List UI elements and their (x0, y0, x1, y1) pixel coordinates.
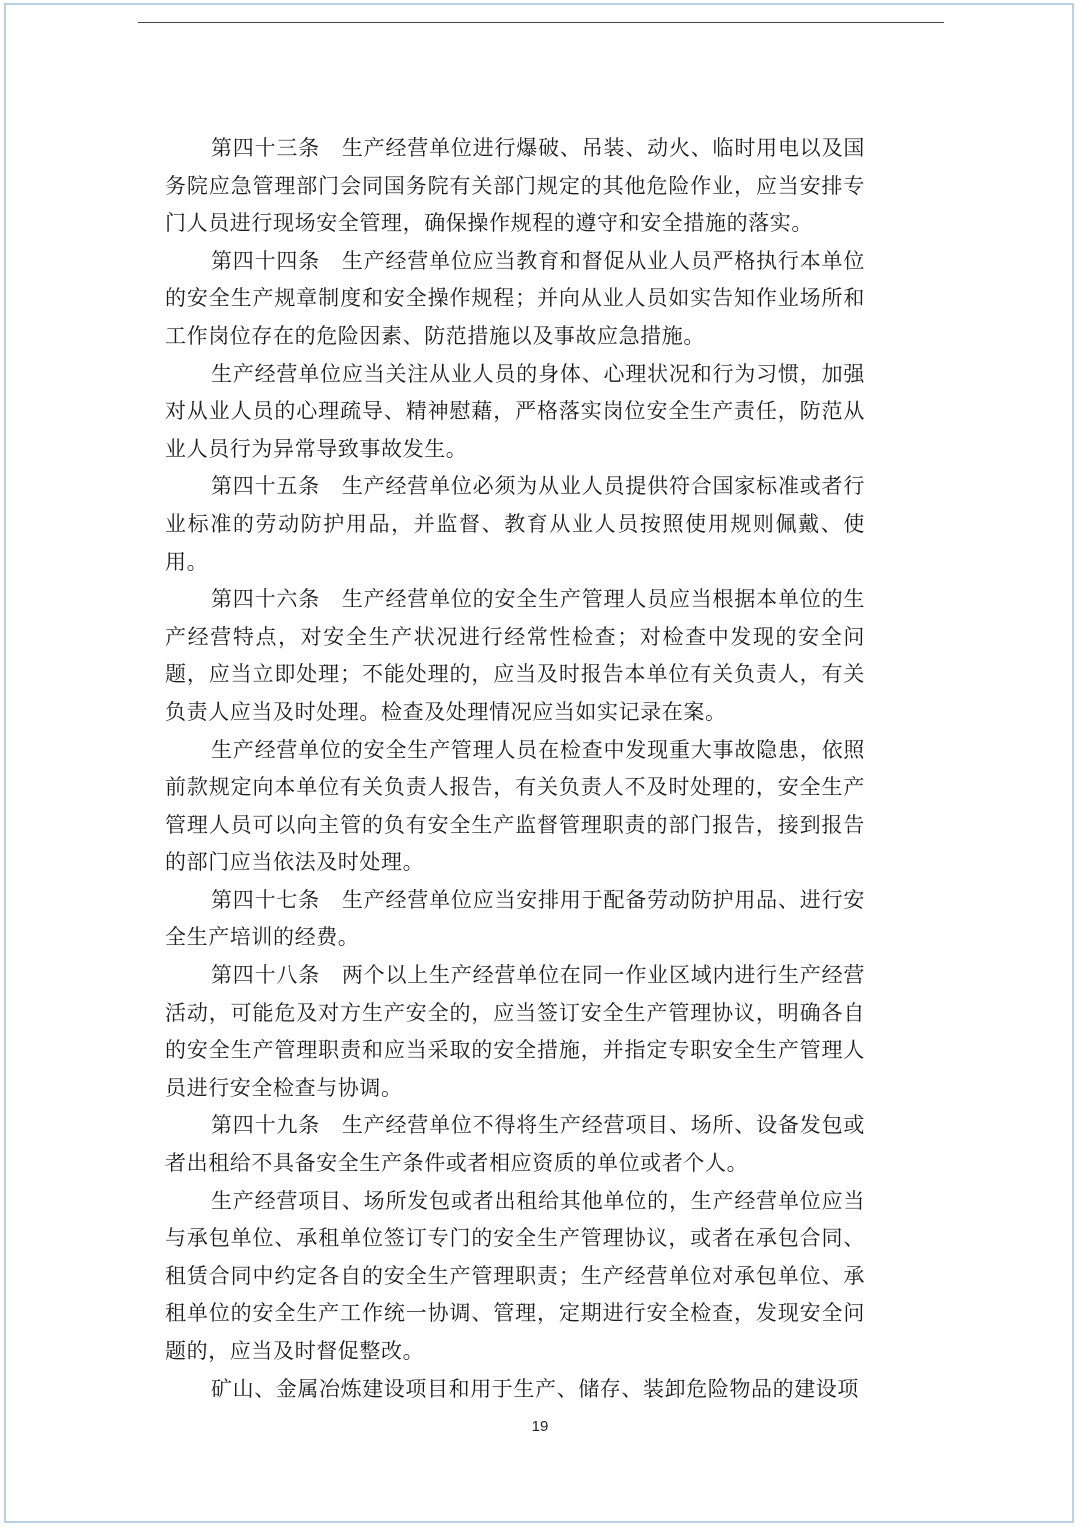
paragraph-article-44-clause-2: 生产经营单位应当关注从业人员的身体、心理状况和行为习惯，加强对从业人员的心理疏导、精神慰藉，严格落实岗位安全生产责任，防范从业人员行为异常导致事故发生。 (165, 361, 865, 461)
paragraph-article-43: 第四十三条 生产经营单位进行爆破、吊装、动火、临时用电以及国务院应急管理部门会同国务院有关部门规定的其他危险作业，应当安排专门人员进行现场安全管理，确保操作规程的遵守和安全措施的落实。 (165, 136, 865, 236)
header-rule (138, 22, 944, 23)
paragraph-article-48: 第四十八条 两个以上生产经营单位在同一作业区域内进行生产经营活动，可能危及对方生产安全的，应当签订安全生产管理协议，明确各自的安全生产管理职责和应当采取的安全措施，并指定专职安全生产管理人员进行安全检查与协调。 (165, 963, 865, 1100)
paragraph-article-49: 第四十九条 生产经营单位不得将生产经营项目、场所、设备发包或者出租给不具备安全生产条件或者相应资质的单位或者个人。 (165, 1113, 865, 1176)
paragraph-article-47: 第四十七条 生产经营单位应当安排用于配备劳动防护用品、进行安全生产培训的经费。 (165, 887, 865, 950)
page-number: 19 (531, 1418, 549, 1435)
paragraph-article-46-clause-2: 生产经营单位的安全生产管理人员在检查中发现重大事故隐患，依照前款规定向本单位有关负责人报告，有关负责人不及时处理的，安全生产管理人员可以向主管的负有安全生产监督管理职责的部门报告，接到报告的部门应当依法及时处理。 (165, 737, 865, 875)
paragraph-article-49-clause-3: 矿山、金属冶炼建设项目和用于生产、储存、装卸危险物品的建设项 (211, 1376, 859, 1401)
paragraph-article-45: 第四十五条 生产经营单位必须为从业人员提供符合国家标准或者行业标准的劳动防护用品，并监督、教育从业人员按照使用规则佩戴、使用。 (165, 474, 865, 574)
paragraph-article-49-clause-2: 生产经营项目、场所发包或者出租给其他单位的，生产经营单位应当与承包单位、承租单位签订专门的安全生产管理协议，或者在承包合同、租赁合同中约定各自的安全生产管理职责；生产经营单位对承包单位、承租单位的安全生产工作统一协调、管理，定期进行安全检查，发现安全问题的，应当及时督促整改。 (165, 1188, 865, 1363)
document-body (165, 130, 865, 1408)
paragraph-article-44: 第四十四条 生产经营单位应当教育和督促从业人员严格执行本单位的安全生产规章制度和安全操作规程；并向从业人员如实告知作业场所和工作岗位存在的危险因素、防范措施以及事故应急措施。 (165, 248, 865, 348)
paragraph-article-46: 第四十六条 生产经营单位的安全生产管理人员应当根据本单位的生产经营特点，对安全生产状况进行经常性检查；对检查中发现的安全问题，应当立即处理；不能处理的，应当及时报告本单位有关负责人，有关负责人应当及时处理。检查及处理情况应当如实记录在案。 (165, 587, 865, 724)
